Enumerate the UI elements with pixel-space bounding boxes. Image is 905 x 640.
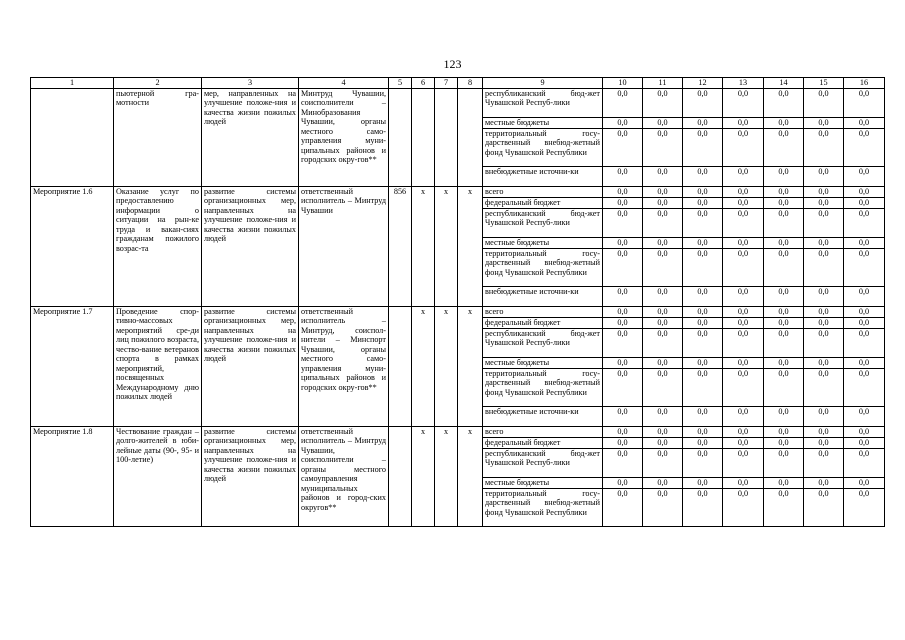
code-cell <box>389 437 412 526</box>
value-cell: 0,0 <box>723 477 764 488</box>
value-cell: 0,0 <box>804 426 844 437</box>
value-cell: 0,0 <box>844 208 885 237</box>
value-cell: 0,0 <box>683 286 723 306</box>
value-cell: 0,0 <box>844 426 885 437</box>
value-cell: 0,0 <box>683 117 723 128</box>
value-cell: 0,0 <box>603 426 643 437</box>
description-cell: Оказание услуг по предоставлению информации о ситуации на рын-ке труда и вакан-сиях гражданам пожилого возрас-та <box>114 186 202 306</box>
value-cell: 0,0 <box>764 406 804 426</box>
value-cell: 0,0 <box>844 88 885 117</box>
value-cell: 0,0 <box>844 306 885 317</box>
value-cell: 0,0 <box>804 448 844 477</box>
funding-source-cell: местные бюджеты <box>483 477 603 488</box>
value-cell: 0,0 <box>643 317 683 328</box>
value-cell: 0,0 <box>844 406 885 426</box>
value-cell: 0,0 <box>683 357 723 368</box>
code-cell <box>389 317 412 426</box>
header-cell: 9 <box>483 78 603 89</box>
funding-source-cell: республиканский бюд-жет Чувашской Респуб-лики <box>483 328 603 357</box>
code-cell <box>458 88 483 186</box>
funding-source-cell: территориальный госу-дарственный внебюд-жетный фонд Чувашской Республики <box>483 368 603 406</box>
value-cell: 0,0 <box>683 328 723 357</box>
value-cell: 0,0 <box>683 197 723 208</box>
measure-name-cell: Мероприятие 1.7 <box>31 306 114 426</box>
value-cell: 0,0 <box>844 166 885 186</box>
value-cell: 0,0 <box>764 248 804 286</box>
funding-row <box>31 88 885 117</box>
funding-source-cell: федеральный бюджет <box>483 437 603 448</box>
value-cell: 0,0 <box>643 406 683 426</box>
measure-name-cell <box>31 88 114 186</box>
goal-cell: развитие системы организационных мер, направленных на улучшение положе-ния и качества жизни пожилых людей <box>202 306 299 426</box>
value-cell: 0,0 <box>643 128 683 166</box>
value-cell: 0,0 <box>723 437 764 448</box>
funding-source-cell: местные бюджеты <box>483 357 603 368</box>
value-cell: 0,0 <box>643 488 683 526</box>
code-cell: x <box>435 186 458 197</box>
funding-source-cell: федеральный бюджет <box>483 317 603 328</box>
code-cell <box>389 426 412 437</box>
value-cell: 0,0 <box>683 426 723 437</box>
value-cell: 0,0 <box>764 128 804 166</box>
funding-source-cell: внебюджетные источни-ки <box>483 166 603 186</box>
value-cell: 0,0 <box>844 128 885 166</box>
value-cell: 0,0 <box>603 317 643 328</box>
header-cell: 10 <box>603 78 643 89</box>
program-table <box>30 77 885 527</box>
value-cell: 0,0 <box>723 166 764 186</box>
value-cell: 0,0 <box>764 186 804 197</box>
value-cell: 0,0 <box>804 406 844 426</box>
value-cell: 0,0 <box>844 237 885 248</box>
value-cell: 0,0 <box>764 488 804 526</box>
value-cell: 0,0 <box>603 357 643 368</box>
code-cell <box>435 437 458 526</box>
value-cell: 0,0 <box>643 88 683 117</box>
funding-source-cell: местные бюджеты <box>483 117 603 128</box>
value-cell: 0,0 <box>643 426 683 437</box>
code-cell: 856 <box>389 186 412 197</box>
header-cell: 1 <box>31 78 114 89</box>
code-cell: x <box>435 426 458 437</box>
value-cell: 0,0 <box>723 286 764 306</box>
value-cell: 0,0 <box>643 237 683 248</box>
value-cell: 0,0 <box>764 117 804 128</box>
executor-cell: Минтруд Чувашии, соисполнители – Минобразования Чувашии, органы местного само-управления муни-ципальных районов и городских окру-гов** <box>299 88 389 186</box>
code-cell: x <box>458 186 483 197</box>
header-cell: 3 <box>202 78 299 89</box>
goal-cell: развитие системы организационных мер, направленных на улучшение положе-ния и качества жизни пожилых людей <box>202 186 299 306</box>
value-cell: 0,0 <box>723 317 764 328</box>
funding-source-cell: республиканский бюд-жет Чувашской Респуб-лики <box>483 448 603 477</box>
value-cell: 0,0 <box>804 286 844 306</box>
value-cell: 0,0 <box>643 208 683 237</box>
value-cell: 0,0 <box>723 208 764 237</box>
value-cell: 0,0 <box>764 317 804 328</box>
header-cell: 4 <box>299 78 389 89</box>
goal-cell: развитие системы организационных мер, направленных на улучшение положе-ния и качества жизни пожилых людей <box>202 426 299 526</box>
table-body <box>31 88 885 526</box>
measure-name-cell: Мероприятие 1.6 <box>31 186 114 306</box>
value-cell: 0,0 <box>723 406 764 426</box>
header-cell: 12 <box>683 78 723 89</box>
value-cell: 0,0 <box>643 368 683 406</box>
value-cell: 0,0 <box>643 448 683 477</box>
value-cell: 0,0 <box>764 286 804 306</box>
value-cell: 0,0 <box>723 248 764 286</box>
value-cell: 0,0 <box>723 368 764 406</box>
value-cell: 0,0 <box>844 368 885 406</box>
header-cell: 13 <box>723 78 764 89</box>
value-cell: 0,0 <box>804 437 844 448</box>
value-cell: 0,0 <box>844 357 885 368</box>
code-cell <box>412 317 435 426</box>
value-cell: 0,0 <box>804 208 844 237</box>
code-cell <box>458 317 483 426</box>
executor-cell: ответственный исполнитель – Минтруд, соиспол-нители – Минспорт Чувашии, органы местного само-управления муни-ципальных районов и городских окру-гов** <box>299 306 389 426</box>
value-cell: 0,0 <box>603 248 643 286</box>
value-cell: 0,0 <box>723 237 764 248</box>
value-cell: 0,0 <box>603 406 643 426</box>
value-cell: 0,0 <box>683 88 723 117</box>
header-cell: 15 <box>804 78 844 89</box>
value-cell: 0,0 <box>643 357 683 368</box>
description-cell: Чествование граждан – долго-жителей в юби-лейные даты (90-, 95- и 100-летие) <box>114 426 202 526</box>
value-cell: 0,0 <box>844 437 885 448</box>
value-cell: 0,0 <box>603 186 643 197</box>
value-cell: 0,0 <box>844 117 885 128</box>
value-cell: 0,0 <box>603 117 643 128</box>
value-cell: 0,0 <box>683 317 723 328</box>
value-cell: 0,0 <box>683 166 723 186</box>
value-cell: 0,0 <box>603 328 643 357</box>
header-cell: 6 <box>412 78 435 89</box>
value-cell: 0,0 <box>603 448 643 477</box>
code-cell: x <box>458 306 483 317</box>
header-cell: 7 <box>435 78 458 89</box>
value-cell: 0,0 <box>804 488 844 526</box>
value-cell: 0,0 <box>804 128 844 166</box>
code-cell <box>389 197 412 306</box>
value-cell: 0,0 <box>844 197 885 208</box>
value-cell: 0,0 <box>844 448 885 477</box>
description-cell: пьютерной гра-мотности <box>114 88 202 186</box>
value-cell: 0,0 <box>683 437 723 448</box>
funding-source-cell: всего <box>483 306 603 317</box>
value-cell: 0,0 <box>603 286 643 306</box>
value-cell: 0,0 <box>764 477 804 488</box>
value-cell: 0,0 <box>683 208 723 237</box>
funding-source-cell: федеральный бюджет <box>483 197 603 208</box>
code-cell: x <box>412 426 435 437</box>
value-cell: 0,0 <box>764 166 804 186</box>
value-cell: 0,0 <box>804 328 844 357</box>
value-cell: 0,0 <box>723 357 764 368</box>
value-cell: 0,0 <box>683 248 723 286</box>
funding-row <box>31 186 885 197</box>
funding-row <box>31 426 885 437</box>
value-cell: 0,0 <box>764 357 804 368</box>
value-cell: 0,0 <box>603 368 643 406</box>
funding-source-cell: территориальный госу-дарственный внебюд-жетный фонд Чувашской Республики <box>483 248 603 286</box>
value-cell: 0,0 <box>723 197 764 208</box>
value-cell: 0,0 <box>723 128 764 166</box>
funding-source-cell: территориальный госу-дарственный внебюд-жетный фонд Чувашской Республики <box>483 488 603 526</box>
value-cell: 0,0 <box>804 88 844 117</box>
funding-row <box>31 306 885 317</box>
value-cell: 0,0 <box>643 286 683 306</box>
header-row <box>31 78 885 89</box>
value-cell: 0,0 <box>844 286 885 306</box>
value-cell: 0,0 <box>603 488 643 526</box>
value-cell: 0,0 <box>764 237 804 248</box>
value-cell: 0,0 <box>764 448 804 477</box>
code-cell <box>458 197 483 306</box>
value-cell: 0,0 <box>844 488 885 526</box>
value-cell: 0,0 <box>804 317 844 328</box>
value-cell: 0,0 <box>844 328 885 357</box>
value-cell: 0,0 <box>683 488 723 526</box>
value-cell: 0,0 <box>804 368 844 406</box>
page-number: 123 <box>443 57 462 71</box>
value-cell: 0,0 <box>764 328 804 357</box>
value-cell: 0,0 <box>603 237 643 248</box>
value-cell: 0,0 <box>804 248 844 286</box>
measure-name-cell: Мероприятие 1.8 <box>31 426 114 526</box>
value-cell: 0,0 <box>723 117 764 128</box>
value-cell: 0,0 <box>804 117 844 128</box>
value-cell: 0,0 <box>804 237 844 248</box>
value-cell: 0,0 <box>804 357 844 368</box>
value-cell: 0,0 <box>723 488 764 526</box>
value-cell: 0,0 <box>764 208 804 237</box>
code-cell <box>389 306 412 317</box>
code-cell <box>435 88 458 186</box>
value-cell: 0,0 <box>723 306 764 317</box>
code-cell: x <box>412 186 435 197</box>
executor-cell: ответственный исполнитель – Минтруд Чувашии <box>299 186 389 306</box>
header-cell: 16 <box>844 78 885 89</box>
value-cell: 0,0 <box>723 328 764 357</box>
funding-source-cell: всего <box>483 186 603 197</box>
funding-source-cell: республиканский бюд-жет Чувашской Респуб-лики <box>483 88 603 117</box>
value-cell: 0,0 <box>683 237 723 248</box>
header-cell: 5 <box>389 78 412 89</box>
value-cell: 0,0 <box>643 477 683 488</box>
value-cell: 0,0 <box>643 117 683 128</box>
value-cell: 0,0 <box>764 437 804 448</box>
value-cell: 0,0 <box>643 248 683 286</box>
value-cell: 0,0 <box>804 166 844 186</box>
funding-source-cell: местные бюджеты <box>483 237 603 248</box>
value-cell: 0,0 <box>603 306 643 317</box>
executor-cell: ответственный исполнитель – Минтруд Чувашии, соисполнители – органы местного самоуправления муниципальных районов и город-ских округов** <box>299 426 389 526</box>
funding-source-cell: территориальный госу-дарственный внебюд-жетный фонд Чувашской Республики <box>483 128 603 166</box>
code-cell <box>389 88 412 186</box>
value-cell: 0,0 <box>804 197 844 208</box>
value-cell: 0,0 <box>603 166 643 186</box>
value-cell: 0,0 <box>683 477 723 488</box>
code-cell <box>435 317 458 426</box>
value-cell: 0,0 <box>643 166 683 186</box>
value-cell: 0,0 <box>603 437 643 448</box>
value-cell: 0,0 <box>683 186 723 197</box>
code-cell <box>412 88 435 186</box>
value-cell: 0,0 <box>603 88 643 117</box>
code-cell <box>412 197 435 306</box>
value-cell: 0,0 <box>603 477 643 488</box>
code-cell: x <box>435 306 458 317</box>
funding-source-cell: республиканский бюд-жет Чувашской Респуб-лики <box>483 208 603 237</box>
value-cell: 0,0 <box>844 248 885 286</box>
value-cell: 0,0 <box>764 306 804 317</box>
value-cell: 0,0 <box>723 186 764 197</box>
code-cell <box>458 437 483 526</box>
code-cell <box>435 197 458 306</box>
value-cell: 0,0 <box>844 477 885 488</box>
value-cell: 0,0 <box>603 208 643 237</box>
value-cell: 0,0 <box>683 128 723 166</box>
value-cell: 0,0 <box>643 437 683 448</box>
value-cell: 0,0 <box>764 368 804 406</box>
value-cell: 0,0 <box>804 306 844 317</box>
value-cell: 0,0 <box>764 426 804 437</box>
value-cell: 0,0 <box>683 406 723 426</box>
value-cell: 0,0 <box>723 88 764 117</box>
code-cell: x <box>412 306 435 317</box>
header-cell: 8 <box>458 78 483 89</box>
value-cell: 0,0 <box>643 186 683 197</box>
code-cell: x <box>458 426 483 437</box>
funding-source-cell: внебюджетные источни-ки <box>483 406 603 426</box>
value-cell: 0,0 <box>683 368 723 406</box>
description-cell: Проведение спор-тивно-массовых мероприятий сре-ди лиц пожилого возраста, чество-вание ветеранов спорта в рамках мероприятий, посвященных Международному дню пожилых людей <box>114 306 202 426</box>
value-cell: 0,0 <box>643 306 683 317</box>
value-cell: 0,0 <box>723 426 764 437</box>
value-cell: 0,0 <box>804 186 844 197</box>
value-cell: 0,0 <box>804 477 844 488</box>
value-cell: 0,0 <box>643 197 683 208</box>
value-cell: 0,0 <box>603 197 643 208</box>
header-cell: 11 <box>643 78 683 89</box>
value-cell: 0,0 <box>844 186 885 197</box>
value-cell: 0,0 <box>764 88 804 117</box>
funding-source-cell: внебюджетные источни-ки <box>483 286 603 306</box>
value-cell: 0,0 <box>683 306 723 317</box>
value-cell: 0,0 <box>643 328 683 357</box>
value-cell: 0,0 <box>764 197 804 208</box>
value-cell: 0,0 <box>844 317 885 328</box>
value-cell: 0,0 <box>603 128 643 166</box>
goal-cell: мер, направленных на улучшение положе-ния и качества жизни пожилых людей <box>202 88 299 186</box>
value-cell: 0,0 <box>683 448 723 477</box>
code-cell <box>412 437 435 526</box>
value-cell: 0,0 <box>723 448 764 477</box>
header-cell: 14 <box>764 78 804 89</box>
header-cell: 2 <box>114 78 202 89</box>
funding-source-cell: всего <box>483 426 603 437</box>
